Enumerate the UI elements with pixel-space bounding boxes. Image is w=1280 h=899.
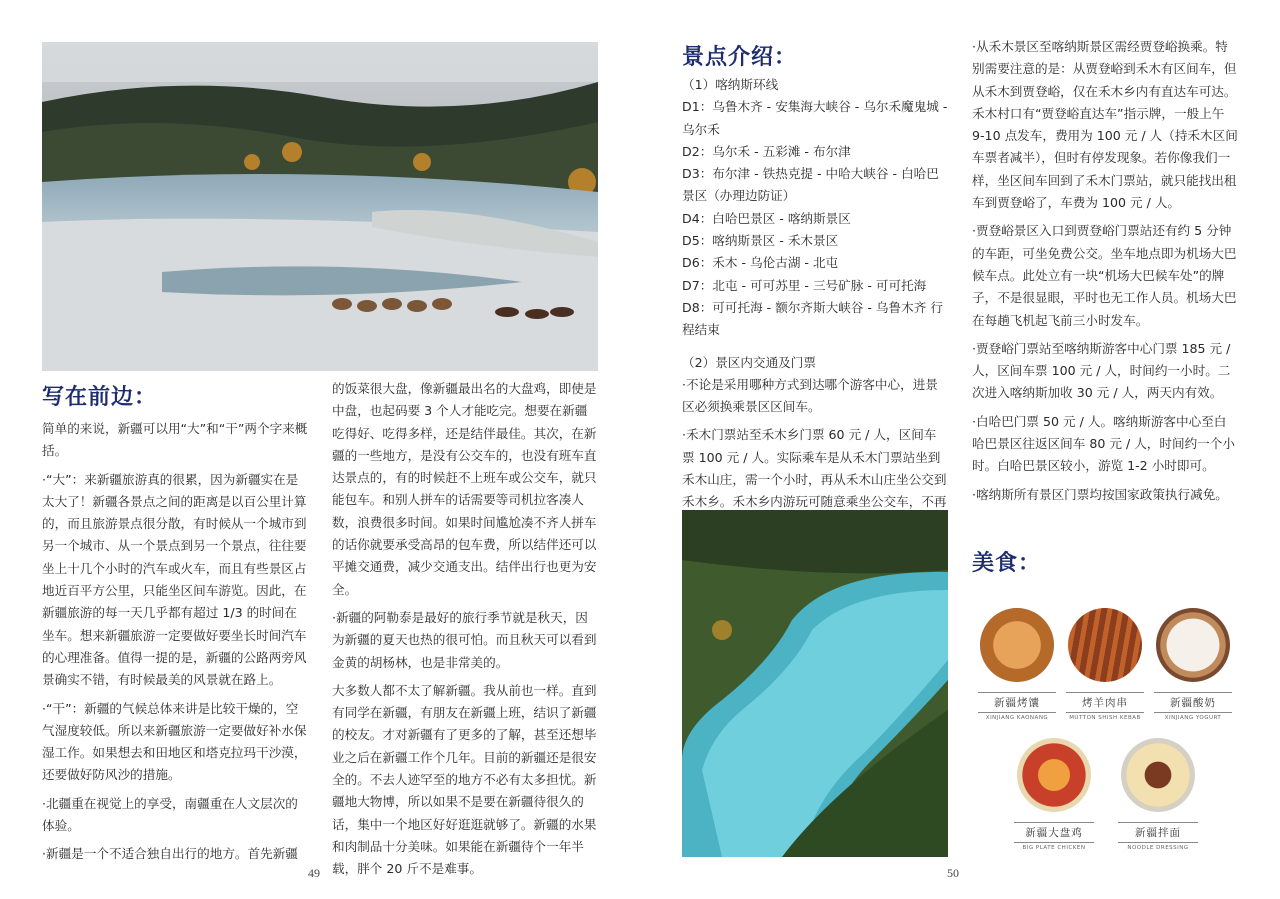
paragraph: ·北疆重在视觉上的享受，南疆重在人文层次的体验。 [42,795,298,834]
food-name-en: NOODLE DRESSING [1127,845,1189,851]
food-item-noodles [1118,738,1198,851]
food-name: 新疆大盘鸡 [1014,822,1094,843]
food-item-kebab [1066,608,1144,721]
food-name: 新疆烤馕 [978,692,1056,713]
itinerary-day: D5：喀纳斯景区 - 禾木景区 [682,233,839,249]
itinerary-day: D2：乌尔禾 - 五彩滩 - 布尔津 [682,143,851,159]
page-number-right: 50 [947,866,959,880]
left-section-heading: 写在前边： [42,385,158,410]
paragraph: ·禾木门票站至禾木乡门票 60 元 / 人，区间车票 100 元 / 人。实际乘车是从禾木门票站坐到禾木山庄，需一个小时，再从禾木山庄坐公交到禾木乡。禾木乡内游玩可随意乘坐公交车，不再 [682,427,947,510]
paragraph: ·白哈巴门票 50 元 / 人。喀纳斯游客中心至白哈巴景区往返区间车 80 元 / 人，时间约一个小时。白哈巴景区较小，游览 1-2 小时即可。 [972,413,1235,474]
food-item-yogurt [1154,608,1232,721]
paragraph: ·从禾木景区至喀纳斯景区需经贾登峪换乘。特别需要注意的是：从贾登峪到禾木有区间车，但从禾木到贾登峪，仅在禾木乡内有直达车可达。禾木村口有“贾登峪直达车”指示牌，一般上午 9-10 点发车，费用为 100 元 / 人（持禾木区间车票者减半），但时有停发现象。若你像我们一样，坐区间车回到了禾木门票站，就只能找出租车到贾登峪了，车费为 100 元 / 人。 [972,39,1238,211]
kebab-image [1068,608,1142,682]
itinerary-day: D4：白哈巴景区 - 喀纳斯景区 [682,210,851,226]
right-column-2 [972,36,1238,512]
food-name-en: XINJIANG YOGURT [1164,715,1222,721]
food-name-en: XINJIANG KAONANG [985,715,1049,721]
itinerary-day: D7：北屯 - 可可苏里 - 三号矿脉 - 可可托海 [682,277,927,293]
itinerary-day: D6：禾木 - 乌伦古湖 - 北屯 [682,255,839,271]
paragraph: ·喀纳斯所有景区门票均按国家政策执行减免。 [972,486,1228,502]
paragraph: ·“干”：新疆的气候总体来讲是比较干燥的，空气湿度较低。所以来新疆旅游一定要做好补水保湿工作。如果想去和田地区和塔克拉玛干沙漠，还要做好防风沙的措施。 [42,700,307,783]
food-item-plate-chicken [1014,738,1094,851]
paragraph: 的饭菜很大盘，像新疆最出名的大盘鸡，即使是中盘，也起码要 3 个人才能吃完。想要在新疆吃得好、吃得多样，还是结伴最佳。其次，在新疆的一些地方，是没有公交车的，也没有班车直达景点的，有的时候赶不上班车或公交车，就只能包车。和别人拼车的话需要等司机拉客凑人数，浪费很多时间。如果时间尴尬凑不齐人拼车的话你就要承受高昂的包车费，所以结伴还可以平摊交通费，减少交通支出。结伴出行也更为安全。 [332,381,597,597]
river-valley-photo [682,510,948,857]
paragraph: 大多数人都不太了解新疆。我从前也一样。直到有同学在新疆，有朋友在新疆上班，结识了新疆的校友。才对新疆有了更多的了解，甚至还想毕业之后在新疆工作个几年。目前的新疆还是很安全的。不去人迹罕至的地方不必有太多担忧。新疆地大物博，所以如果不是要在新疆待很久的话，集中一个地区好好逛逛就够了。新疆的水果和肉制品十分美味。如果能在新疆待个一年半载，胖个 20 斤不是难事。 [332,682,597,877]
food-heading: 美食： [972,551,1042,576]
left-column-1 [42,418,308,872]
food-name-en: BIG PLATE CHICKEN [1022,845,1086,851]
itinerary-day: D1：乌鲁木齐 - 安集海大峡谷 - 乌尔禾魔鬼城 - 乌尔禾 [682,99,948,137]
noodles-image [1121,738,1195,812]
paragraph: （1）喀纳斯环线 [682,77,779,92]
yogurt-image [1156,608,1230,682]
paragraph: ·新疆的阿勒泰是最好的旅行季节就是秋天，因为新疆的夏天也热的很可怕。而且秋天可以看到金黄的胡杨林，也是非常美的。 [332,609,597,670]
food-name: 新疆拌面 [1118,822,1198,843]
kanas-lake-camels-photo [42,42,598,371]
paragraph: 简单的来说，新疆可以用“大”和“干”两个字来概括。 [42,421,308,459]
page-number-left: 49 [308,866,320,880]
food-item-naan [978,608,1056,721]
food-name: 烤羊肉串 [1066,692,1144,713]
right-section-heading: 景点介绍： [682,45,798,70]
paragraph: ·不论是采用哪种方式到达哪个游客中心，进景区必须换乘景区区间车。 [682,376,938,415]
left-column-2 [332,378,598,887]
itinerary-day: D8：可可托海 - 额尔齐斯大峡谷 - 乌鲁木齐 行程结束 [682,299,943,338]
itinerary-day: D3：布尔津 - 铁热克提 - 中哈大峡谷 - 白哈巴景区（办理边防证） [682,166,939,204]
food-name: 新疆酸奶 [1154,692,1232,713]
right-column-1 [682,74,948,542]
plate-chicken-image [1017,738,1091,812]
paragraph: ·新疆是一个不适合独自出行的地方。首先新疆 [42,846,298,862]
naan-image [980,608,1054,682]
food-name-en: MUTTON SHISH KEBAB [1069,715,1141,721]
paragraph: ·“大”：来新疆旅游真的很累，因为新疆实在是太大了！新疆各景点之间的距离是以百公里计算的，而且旅游景点很分散，有时候从一个城市到另一个城市、从一个景点到另一个景点，往往要坐上十几个小时的汽车或火车，而且有些景区占地近百平方公里，只能坐区间车游览。因此，在新疆旅游的每一天几乎都有超过 1/3 的时间在坐车。想来新疆旅游一定要做好要坐长时间汽车的心理准备。值得一提的是，新疆的公路两旁风景确实不错，有时候最美的风景就在路上。 [42,471,307,688]
paragraph: ·贾登峪门票站至喀纳斯游客中心门票 185 元 / 人，区间车票 100 元 / 人，时间约一小时。二次进入喀纳斯加收 30 元 / 人，两天内有效。 [972,340,1231,401]
paragraph: ·贾登峪景区入口到贾登峪门票站还有约 5 分钟的车距，可坐免费公交。坐车地点即为机场大巴候车点。此处立有一块“机场大巴候车处”的牌子，不是很显眼，平时也无工作人员。机场大巴在每趟飞机起飞前三小时发车。 [972,223,1237,328]
paragraph: （2）景区内交通及门票 [682,354,816,370]
